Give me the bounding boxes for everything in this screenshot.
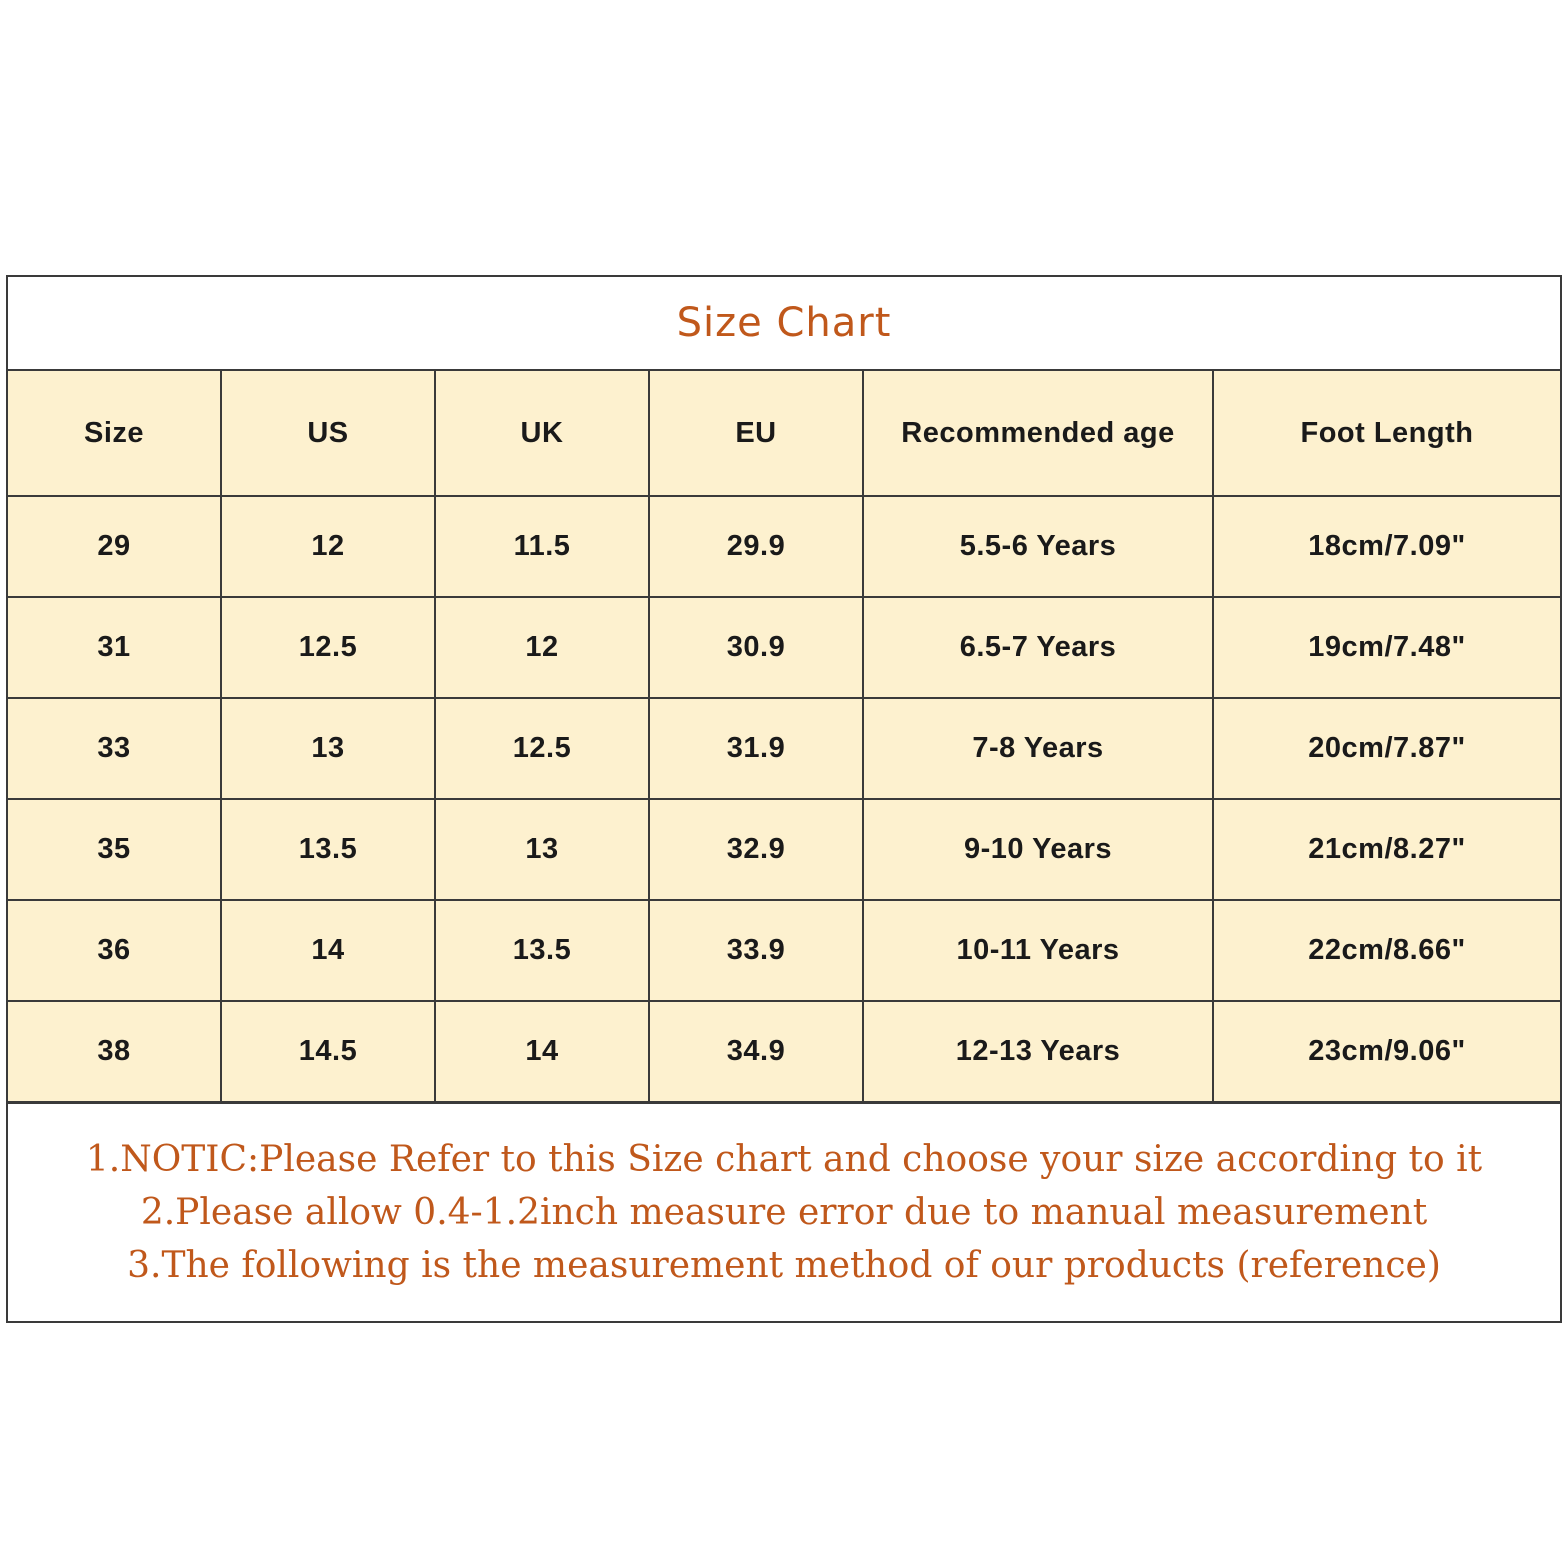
table-header-row xyxy=(8,371,1560,496)
cell-recommended-age: 7-8 Years xyxy=(863,698,1213,799)
table-row xyxy=(8,1001,1560,1102)
column-header-recommended-age: Recommended age xyxy=(863,371,1213,496)
note-line: 3.The following is the measurement method of our products (reference) xyxy=(127,1245,1441,1286)
cell-us: 13 xyxy=(221,698,435,799)
cell-recommended-age: 5.5-6 Years xyxy=(863,496,1213,597)
cell-us: 14.5 xyxy=(221,1001,435,1102)
table-row xyxy=(8,597,1560,698)
table-row xyxy=(8,698,1560,799)
cell-eu: 30.9 xyxy=(649,597,863,698)
cell-us: 12.5 xyxy=(221,597,435,698)
cell-eu: 33.9 xyxy=(649,900,863,1001)
cell-foot-length: 21cm/8.27" xyxy=(1213,799,1560,900)
cell-us: 14 xyxy=(221,900,435,1001)
cell-recommended-age: 10-11 Years xyxy=(863,900,1213,1001)
cell-us: 12 xyxy=(221,496,435,597)
cell-eu: 32.9 xyxy=(649,799,863,900)
cell-eu: 29.9 xyxy=(649,496,863,597)
cell-uk: 12 xyxy=(435,597,649,698)
cell-eu: 34.9 xyxy=(649,1001,863,1102)
column-header-uk: UK xyxy=(435,371,649,496)
cell-recommended-age: 9-10 Years xyxy=(863,799,1213,900)
cell-recommended-age: 12-13 Years xyxy=(863,1001,1213,1102)
cell-foot-length: 19cm/7.48" xyxy=(1213,597,1560,698)
cell-size: 33 xyxy=(8,698,221,799)
column-header-size: Size xyxy=(8,371,221,496)
table-row xyxy=(8,496,1560,597)
size-table xyxy=(8,371,1560,1103)
table-row xyxy=(8,799,1560,900)
cell-uk: 12.5 xyxy=(435,698,649,799)
cell-recommended-age: 6.5-7 Years xyxy=(863,597,1213,698)
cell-uk: 13.5 xyxy=(435,900,649,1001)
cell-size: 36 xyxy=(8,900,221,1001)
cell-uk: 13 xyxy=(435,799,649,900)
note-line: 2.Please allow 0.4-1.2inch measure error due to manual measurement xyxy=(140,1192,1428,1233)
chart-title: Size Chart xyxy=(676,300,892,346)
cell-uk: 14 xyxy=(435,1001,649,1102)
title-row xyxy=(8,277,1560,371)
column-header-foot-length: Foot Length xyxy=(1213,371,1560,496)
note-line: 1.NOTIC:Please Refer to this Size chart and choose your size according to it xyxy=(85,1139,1483,1180)
cell-us: 13.5 xyxy=(221,799,435,900)
cell-foot-length: 22cm/8.66" xyxy=(1213,900,1560,1001)
notes-section xyxy=(8,1102,1560,1321)
cell-eu: 31.9 xyxy=(649,698,863,799)
cell-size: 38 xyxy=(8,1001,221,1102)
cell-foot-length: 18cm/7.09" xyxy=(1213,496,1560,597)
cell-size: 29 xyxy=(8,496,221,597)
cell-uk: 11.5 xyxy=(435,496,649,597)
table-row xyxy=(8,900,1560,1001)
column-header-us: US xyxy=(221,371,435,496)
cell-size: 35 xyxy=(8,799,221,900)
cell-foot-length: 23cm/9.06" xyxy=(1213,1001,1560,1102)
cell-foot-length: 20cm/7.87" xyxy=(1213,698,1560,799)
size-chart xyxy=(6,275,1562,1323)
column-header-eu: EU xyxy=(649,371,863,496)
cell-size: 31 xyxy=(8,597,221,698)
